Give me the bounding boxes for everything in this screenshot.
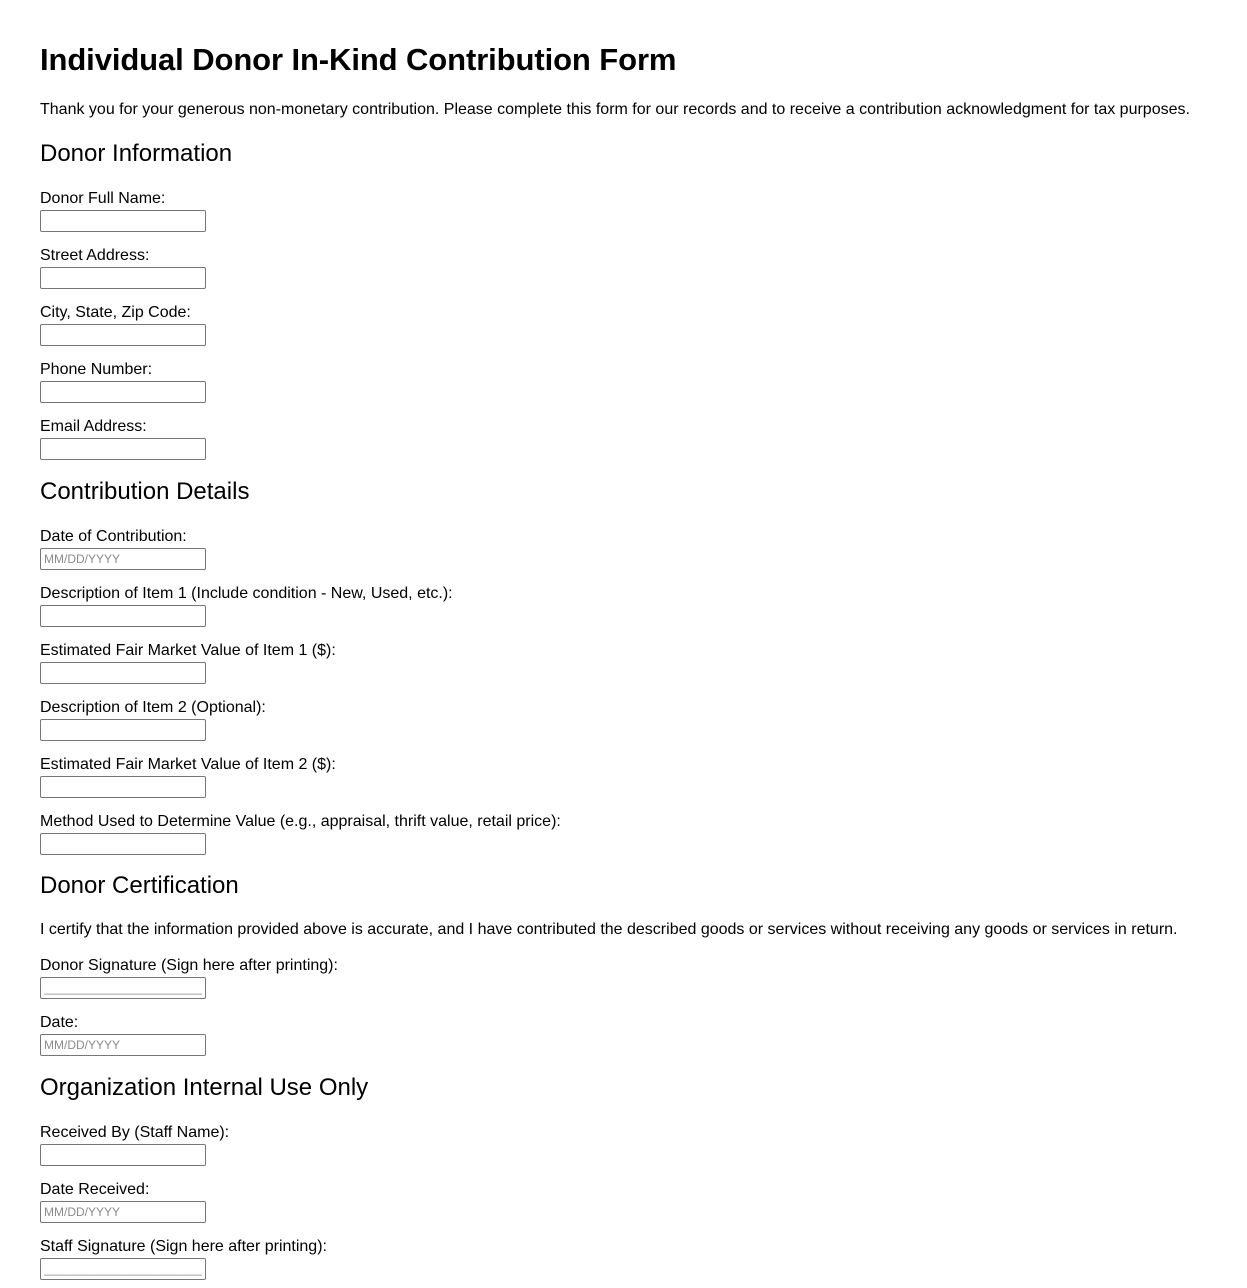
item1-value-input[interactable]: [40, 662, 206, 684]
field-received-by: [40, 1124, 229, 1166]
field-donor-full-name: [40, 190, 206, 232]
field-donor-signature: [40, 957, 338, 999]
section-title-donor-certification: Donor Certification: [40, 872, 239, 899]
field-staff-signature: [40, 1238, 327, 1280]
field-item2-description: [40, 699, 266, 741]
field-date-of-contribution: [40, 528, 206, 570]
field-item2-value: [40, 756, 336, 798]
field-phone-number: [40, 361, 206, 403]
date-of-contribution-label: Date of Contribution:: [40, 528, 187, 545]
donor-signature-input[interactable]: [40, 977, 206, 999]
received-by-input[interactable]: [40, 1144, 206, 1166]
city-state-zip-input[interactable]: [40, 324, 206, 346]
street-address-label: Street Address:: [40, 247, 150, 264]
field-valuation-method: [40, 813, 561, 855]
item2-value-input[interactable]: [40, 776, 206, 798]
section-title-internal-use: Organization Internal Use Only: [40, 1074, 369, 1101]
phone-number-input[interactable]: [40, 381, 206, 403]
email-address-input[interactable]: [40, 438, 206, 460]
item1-value-label: Estimated Fair Market Value of Item 1 ($):: [40, 642, 336, 659]
street-address-input[interactable]: [40, 267, 206, 289]
item1-description-input[interactable]: [40, 605, 206, 627]
section-title-donor-information: Donor Information: [40, 140, 233, 167]
date-received-input[interactable]: [40, 1201, 206, 1223]
field-city-state-zip: [40, 304, 206, 346]
intro-text: Thank you for your generous non-monetary contribution. Please complete this form for our records and to receive a contribution acknowledgment for tax purposes.: [40, 101, 1190, 118]
city-state-zip-label: City, State, Zip Code:: [40, 304, 191, 321]
valuation-method-input[interactable]: [40, 833, 206, 855]
field-item1-value: [40, 642, 336, 684]
item1-description-label: Description of Item 1 (Include condition - New, Used, etc.):: [40, 585, 453, 602]
donor-signature-label: Donor Signature (Sign here after printing):: [40, 957, 338, 974]
field-street-address: [40, 247, 206, 289]
date-received-label: Date Received:: [40, 1181, 150, 1198]
staff-signature-label: Staff Signature (Sign here after printing):: [40, 1238, 327, 1255]
item2-value-label: Estimated Fair Market Value of Item 2 ($):: [40, 756, 336, 773]
staff-signature-input[interactable]: [40, 1258, 206, 1280]
phone-number-label: Phone Number:: [40, 361, 153, 378]
email-address-label: Email Address:: [40, 418, 147, 435]
received-by-label: Received By (Staff Name):: [40, 1124, 230, 1141]
donor-full-name-label: Donor Full Name:: [40, 190, 166, 207]
field-certification-date: [40, 1014, 206, 1056]
date-of-contribution-input[interactable]: [40, 548, 206, 570]
certification-statement: I certify that the information provided above is accurate, and I have contributed the described goods or services without receiving any goods or services in return.: [40, 921, 1178, 938]
field-email-address: [40, 418, 206, 460]
item2-description-input[interactable]: [40, 719, 206, 741]
form-page: [20, 0, 1227, 1288]
donor-full-name-input[interactable]: [40, 210, 206, 232]
certification-date-input[interactable]: [40, 1034, 206, 1056]
page-title: Individual Donor In-Kind Contribution Form: [40, 42, 677, 77]
section-title-contribution-details: Contribution Details: [40, 478, 250, 505]
field-item1-description: [40, 585, 453, 627]
item2-description-label: Description of Item 2 (Optional):: [40, 699, 266, 716]
field-date-received: [40, 1181, 206, 1223]
certification-date-label: Date:: [40, 1014, 79, 1031]
valuation-method-label: Method Used to Determine Value (e.g., appraisal, thrift value, retail price):: [40, 813, 561, 830]
